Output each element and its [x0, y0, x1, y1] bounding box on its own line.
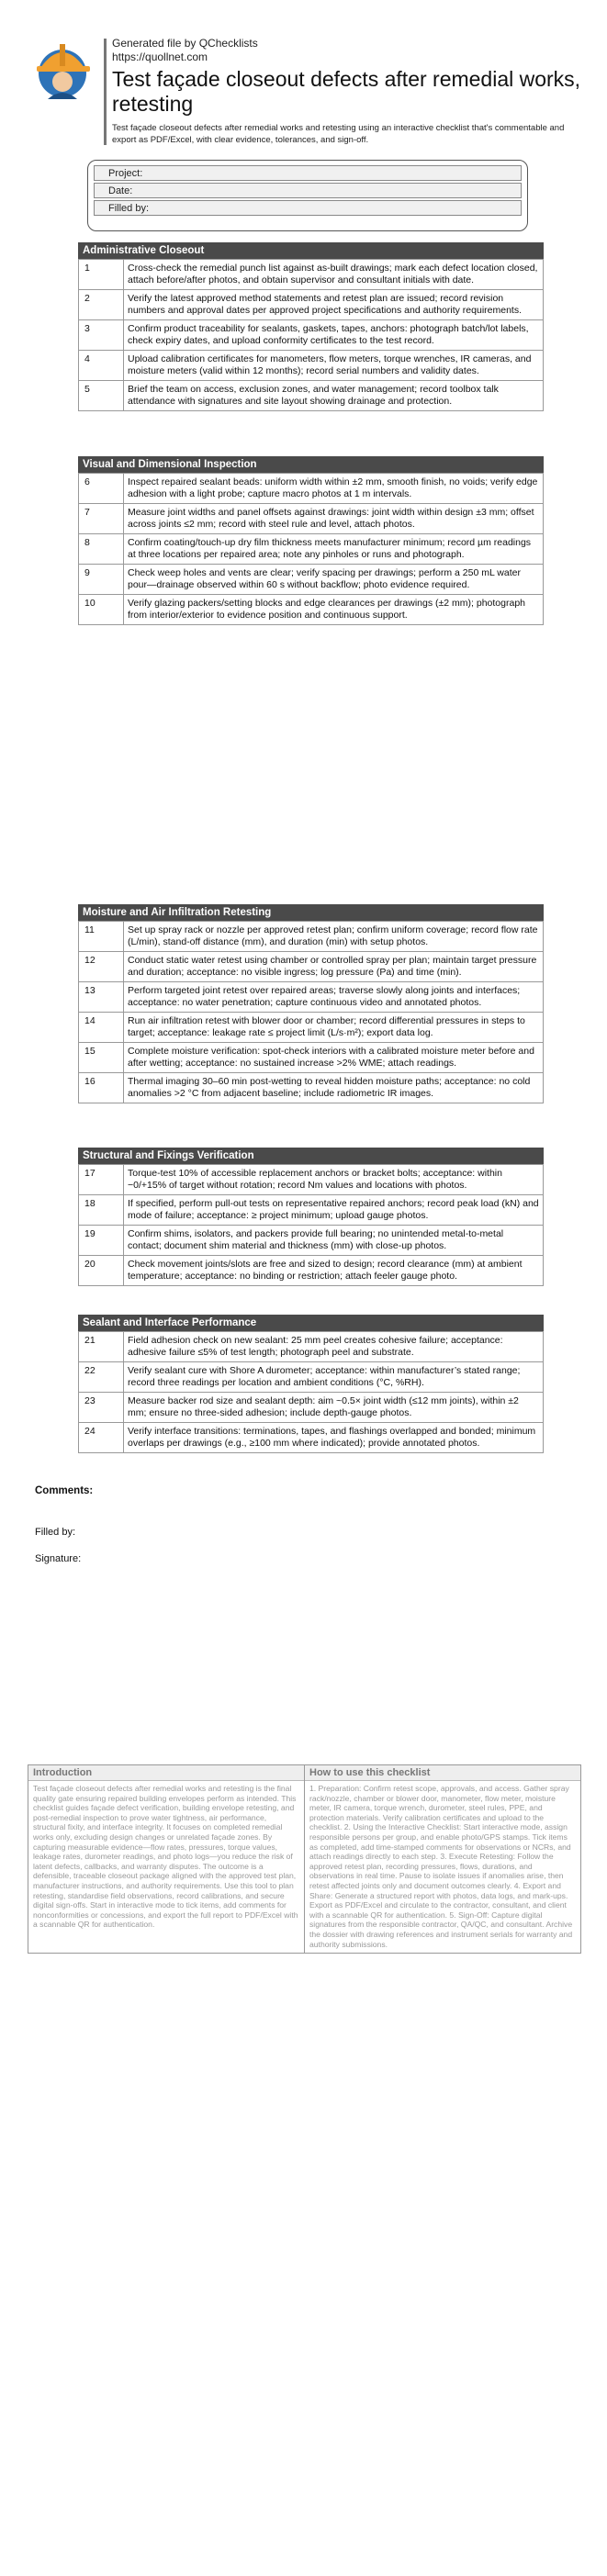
item-number: 7 [79, 504, 124, 534]
item-text: Torque-test 10% of accessible replacement anchors or bracket bolts; acceptance: within −0/+15% of target without rotation; record Nm values and locations with photos. [124, 1165, 544, 1195]
item-text: Verify glazing packers/setting blocks and edge clearances per drawings (±2 mm); photograph from interior/exterior to evidence position and continuous support. [124, 595, 544, 625]
checklist-row[interactable] [79, 952, 544, 982]
section-moisture-air-retesting [78, 904, 544, 1103]
item-number: 11 [79, 922, 124, 952]
item-number: 22 [79, 1362, 124, 1393]
checklist-row[interactable] [79, 1256, 544, 1286]
checklist-row[interactable] [79, 1073, 544, 1103]
item-text: Thermal imaging 30–60 min post-wetting to reveal hidden moisture paths; acceptance: no cold anomalies >2 °C from adjacent baseline; include radiometric IR images. [124, 1073, 544, 1103]
section-sealant-interface [78, 1315, 544, 1453]
header-divider [104, 39, 107, 145]
item-text: Field adhesion check on new sealant: 25 mm peel creates cohesive failure; acceptance: adhesive failure ≤5% of test length; photograph peel and substrate. [124, 1332, 544, 1362]
signature-label: Signature: [35, 1553, 82, 1564]
filled-by-label: Filled by: [35, 1527, 76, 1538]
item-text: Confirm shims, isolators, and packers provide full bearing; no unintended metal-to-metal contact; document shim material and thickness (mm) with close-up photos. [124, 1226, 544, 1256]
checklist-row[interactable] [79, 565, 544, 595]
item-text: Verify the latest approved method statements and retest plan are issued; record revision numbers and approval dates per approved project specifications and authority requirements. [124, 290, 544, 320]
project-info-box [87, 160, 528, 231]
checklist-row[interactable] [79, 1165, 544, 1195]
item-number: 2 [79, 290, 124, 320]
checklist-row[interactable] [79, 290, 544, 320]
project-field[interactable]: Project: [94, 165, 522, 181]
item-number: 16 [79, 1073, 124, 1103]
item-text: Upload calibration certificates for manometers, flow meters, torque wrenches, IR cameras, and moisture meters (valid within 12 months); record serial numbers and validity dates. [124, 351, 544, 381]
section-visual-dimensional-inspection [78, 456, 544, 625]
date-field[interactable]: Date: [94, 183, 522, 198]
item-number: 21 [79, 1332, 124, 1362]
item-number: 18 [79, 1195, 124, 1226]
item-text: Conduct static water retest using chamber or controlled spray per plan; maintain target pressure and duration; acceptance: no visible ingress; log pressure (Pa) and time (min). [124, 952, 544, 982]
item-number: 10 [79, 595, 124, 625]
generated-by-label: Generated file by QChecklists [112, 37, 258, 50]
checklist-row[interactable] [79, 1332, 544, 1362]
checklist-table [78, 921, 544, 1103]
section-header: Administrative Closeout [78, 242, 544, 259]
item-text: Verify sealant cure with Shore A durometer; acceptance: within manufacturer’s stated range; record three readings per location and ambient conditions (°C, %RH). [124, 1362, 544, 1393]
comments-label: Comments: [35, 1485, 94, 1496]
item-number: 5 [79, 381, 124, 411]
item-text: Inspect repaired sealant beads: uniform width within ±2 mm, smooth finish, no voids; verify edge adhesion with a light probe; capture macro photos at 1 m intervals. [124, 474, 544, 504]
checklist-table [78, 259, 544, 411]
checklist-row[interactable] [79, 504, 544, 534]
checklist-row[interactable] [79, 474, 544, 504]
item-number: 24 [79, 1423, 124, 1453]
section-structural-fixings [78, 1148, 544, 1286]
introduction-text: Test façade closeout defects after remedial works and retesting is the final quality gate ensuring repaired building envelopes perform as intended. This checklist guides façade defect verification, building envelope retesting, and post-remedial inspection to prove water tightness, air performance, structural fixity, and interface integrity. It focuses on completed remedial works only, excluding design changes or unrelated façade zones. By capturing measurable evidence—flow rates, pressures, torque values, leakage rates, durometer readings, and photo logs—you reduce the risk of latent defects, callbacks, and warranty disputes. The outcome is a defensible, traceable closeout package aligned with the approved test plan, manufacturer instructions, and authority requirements. Use this tool to plan retesting, standardise field observations, record calibrations, and secure digital sign-offs. Start in interactive mode to tick items, add comments for nonconformities or concessions, and export the full report to PDF/Excel with a scannable QR for authentication. [33, 1784, 298, 1930]
checklist-row[interactable] [79, 922, 544, 952]
checklist-row[interactable] [79, 1393, 544, 1423]
header-text-block [112, 37, 607, 146]
section-administrative-closeout [78, 242, 544, 411]
item-text: Cross-check the remedial punch list against as-built drawings; mark each defect location closed, attach before/after photos, and obtain supervisor and consultant initials with date. [124, 260, 544, 290]
checklist-row[interactable] [79, 1043, 544, 1073]
checklist-row[interactable] [79, 1423, 544, 1453]
item-number: 6 [79, 474, 124, 504]
section-header: Visual and Dimensional Inspection [78, 456, 544, 473]
item-text: Brief the team on access, exclusion zones, and water management; record toolbox talk attendance with signatures and site layout showing drainage and protection. [124, 381, 544, 411]
checklist-row[interactable] [79, 1362, 544, 1393]
item-text: Check weep holes and vents are clear; verify spacing per drawings; perform a 250 mL water pour—drainage observed within 60 s without backflow; photo evidence required. [124, 565, 544, 595]
item-text: Measure joint widths and panel offsets against drawings: joint width within design ±3 mm; offset across joints ≤2 mm; record with steel rule and level, attach photos. [124, 504, 544, 534]
item-number: 4 [79, 351, 124, 381]
quollnet-logo-icon [28, 31, 101, 105]
section-header: Moisture and Air Infiltration Retesting [78, 904, 544, 921]
item-text: If specified, perform pull-out tests on representative repaired anchors; record peak load (kN) and mode of failure; acceptance: ≥ project minimum; upload gauge photos. [124, 1195, 544, 1226]
checklist-row[interactable] [79, 534, 544, 565]
info-box [28, 1764, 581, 1954]
checklist-row[interactable] [79, 320, 544, 351]
item-number: 12 [79, 952, 124, 982]
checklist-row[interactable] [79, 351, 544, 381]
how-to-column [304, 1765, 580, 1953]
item-number: 15 [79, 1043, 124, 1073]
item-text: Set up spray rack or nozzle per approved retest plan; confirm uniform coverage; record flow rate (L/min), stand-off distance (mm), and duration (min) with setup photos. [124, 922, 544, 952]
item-number: 13 [79, 982, 124, 1013]
checklist-table [78, 1164, 544, 1286]
document-title: Test façade closeout defects after remedial works, retesting [112, 67, 581, 116]
how-to-text: 1. Preparation: Confirm retest scope, approvals, and access. Gather spray rack/nozzle, chamber or blower door, manometer, flow meter, moisture meter, IR camera, torque wrench, durometer, steel rules, PPE, and protection materials. Verify calibration certificates and upload to the checklist. 2. Using the Interactive Checklist: Start interactive mode, assign responsible persons per group, and enable photo/GPS stamps. Tick items as completed, add time-stamped comments for observations or NCRs, and attach readings directly to each step. 3. Execute Retesting: Follow the approved retest plan, recording pressures, flows, durations, and observations in real time. Pause to isolate issues if anomalies arise, then retest affected joints only and document outcomes clearly. 4. Export and Share: Generate a structured report with photos, data logs, and mark-ups. Export as PDF/Excel and circulate to the contractor, consultant, and client with a scannable QR for authentication. 5. Sign-Off: Capture digital signatures from the responsible contractor, QA/QC, and consultant. Archive the dossier with drawing references and instrument serials for warranty and authority submissions. [309, 1784, 573, 1949]
source-url-link[interactable]: https://quollnet.com [112, 50, 208, 63]
filled-by-field[interactable]: Filled by: [94, 200, 522, 216]
checklist-row[interactable] [79, 1013, 544, 1043]
checklist-row[interactable] [79, 260, 544, 290]
checklist-row[interactable] [79, 1195, 544, 1226]
section-header: Sealant and Interface Performance [78, 1315, 544, 1331]
item-number: 19 [79, 1226, 124, 1256]
item-number: 3 [79, 320, 124, 351]
introduction-column [28, 1765, 304, 1953]
item-number: 23 [79, 1393, 124, 1423]
section-header: Structural and Fixings Verification [78, 1148, 544, 1164]
checklist-row[interactable] [79, 381, 544, 411]
item-text: Confirm product traceability for sealants, gaskets, tapes, anchors: photograph batch/lot labels, check expiry dates, and upload conformity certificates to the test record. [124, 320, 544, 351]
item-number: 17 [79, 1165, 124, 1195]
how-to-heading: How to use this checklist [305, 1765, 580, 1781]
document-header [28, 28, 579, 156]
checklist-row[interactable] [79, 1226, 544, 1256]
item-text: Run air infiltration retest with blower door or chamber; record differential pressures in steps to target; acceptance: leakage rate ≤ project limit (L/s·m²); export data log. [124, 1013, 544, 1043]
checklist-table [78, 1331, 544, 1453]
document-description: Test façade closeout defects after remedial works and retesting using an interactive checklist that's commentable and export as PDF/Excel, with clear evidence, tolerances, and sign-off. [112, 123, 565, 145]
item-text: Measure backer rod size and sealant depth: aim ~0.5× joint width (≤12 mm joints), within ±2 mm; ensure no three-sided adhesion; include depth-gauge photos. [124, 1393, 544, 1423]
item-number: 20 [79, 1256, 124, 1286]
item-text: Complete moisture verification: spot-check interiors with a calibrated moisture meter before and after wetting; acceptance: no sustained increase >2% WME; attach readings. [124, 1043, 544, 1073]
item-number: 14 [79, 1013, 124, 1043]
item-text: Confirm coating/touch-up dry film thickness meets manufacturer minimum; record µm readings at three locations per repaired area; note any pinholes or runs and photograph. [124, 534, 544, 565]
item-number: 8 [79, 534, 124, 565]
checklist-row[interactable] [79, 595, 544, 625]
item-number: 9 [79, 565, 124, 595]
checklist-table [78, 473, 544, 625]
item-text: Verify interface transitions: terminations, tapes, and flashings overlapped and bonded; minimum overlaps per drawings (e.g., ≥100 mm where indicated); provide annotated photos. [124, 1423, 544, 1453]
item-number: 1 [79, 260, 124, 290]
introduction-heading: Introduction [28, 1765, 304, 1781]
item-text: Perform targeted joint retest over repaired areas; traverse slowly along joints and interfaces; acceptance: no water penetration; capture continuous video and annotated photos. [124, 982, 544, 1013]
checklist-row[interactable] [79, 982, 544, 1013]
item-text: Check movement joints/slots are free and sized to design; record clearance (mm) at ambient temperature; acceptance: no binding or restriction; attach feeler gauge photo. [124, 1256, 544, 1286]
